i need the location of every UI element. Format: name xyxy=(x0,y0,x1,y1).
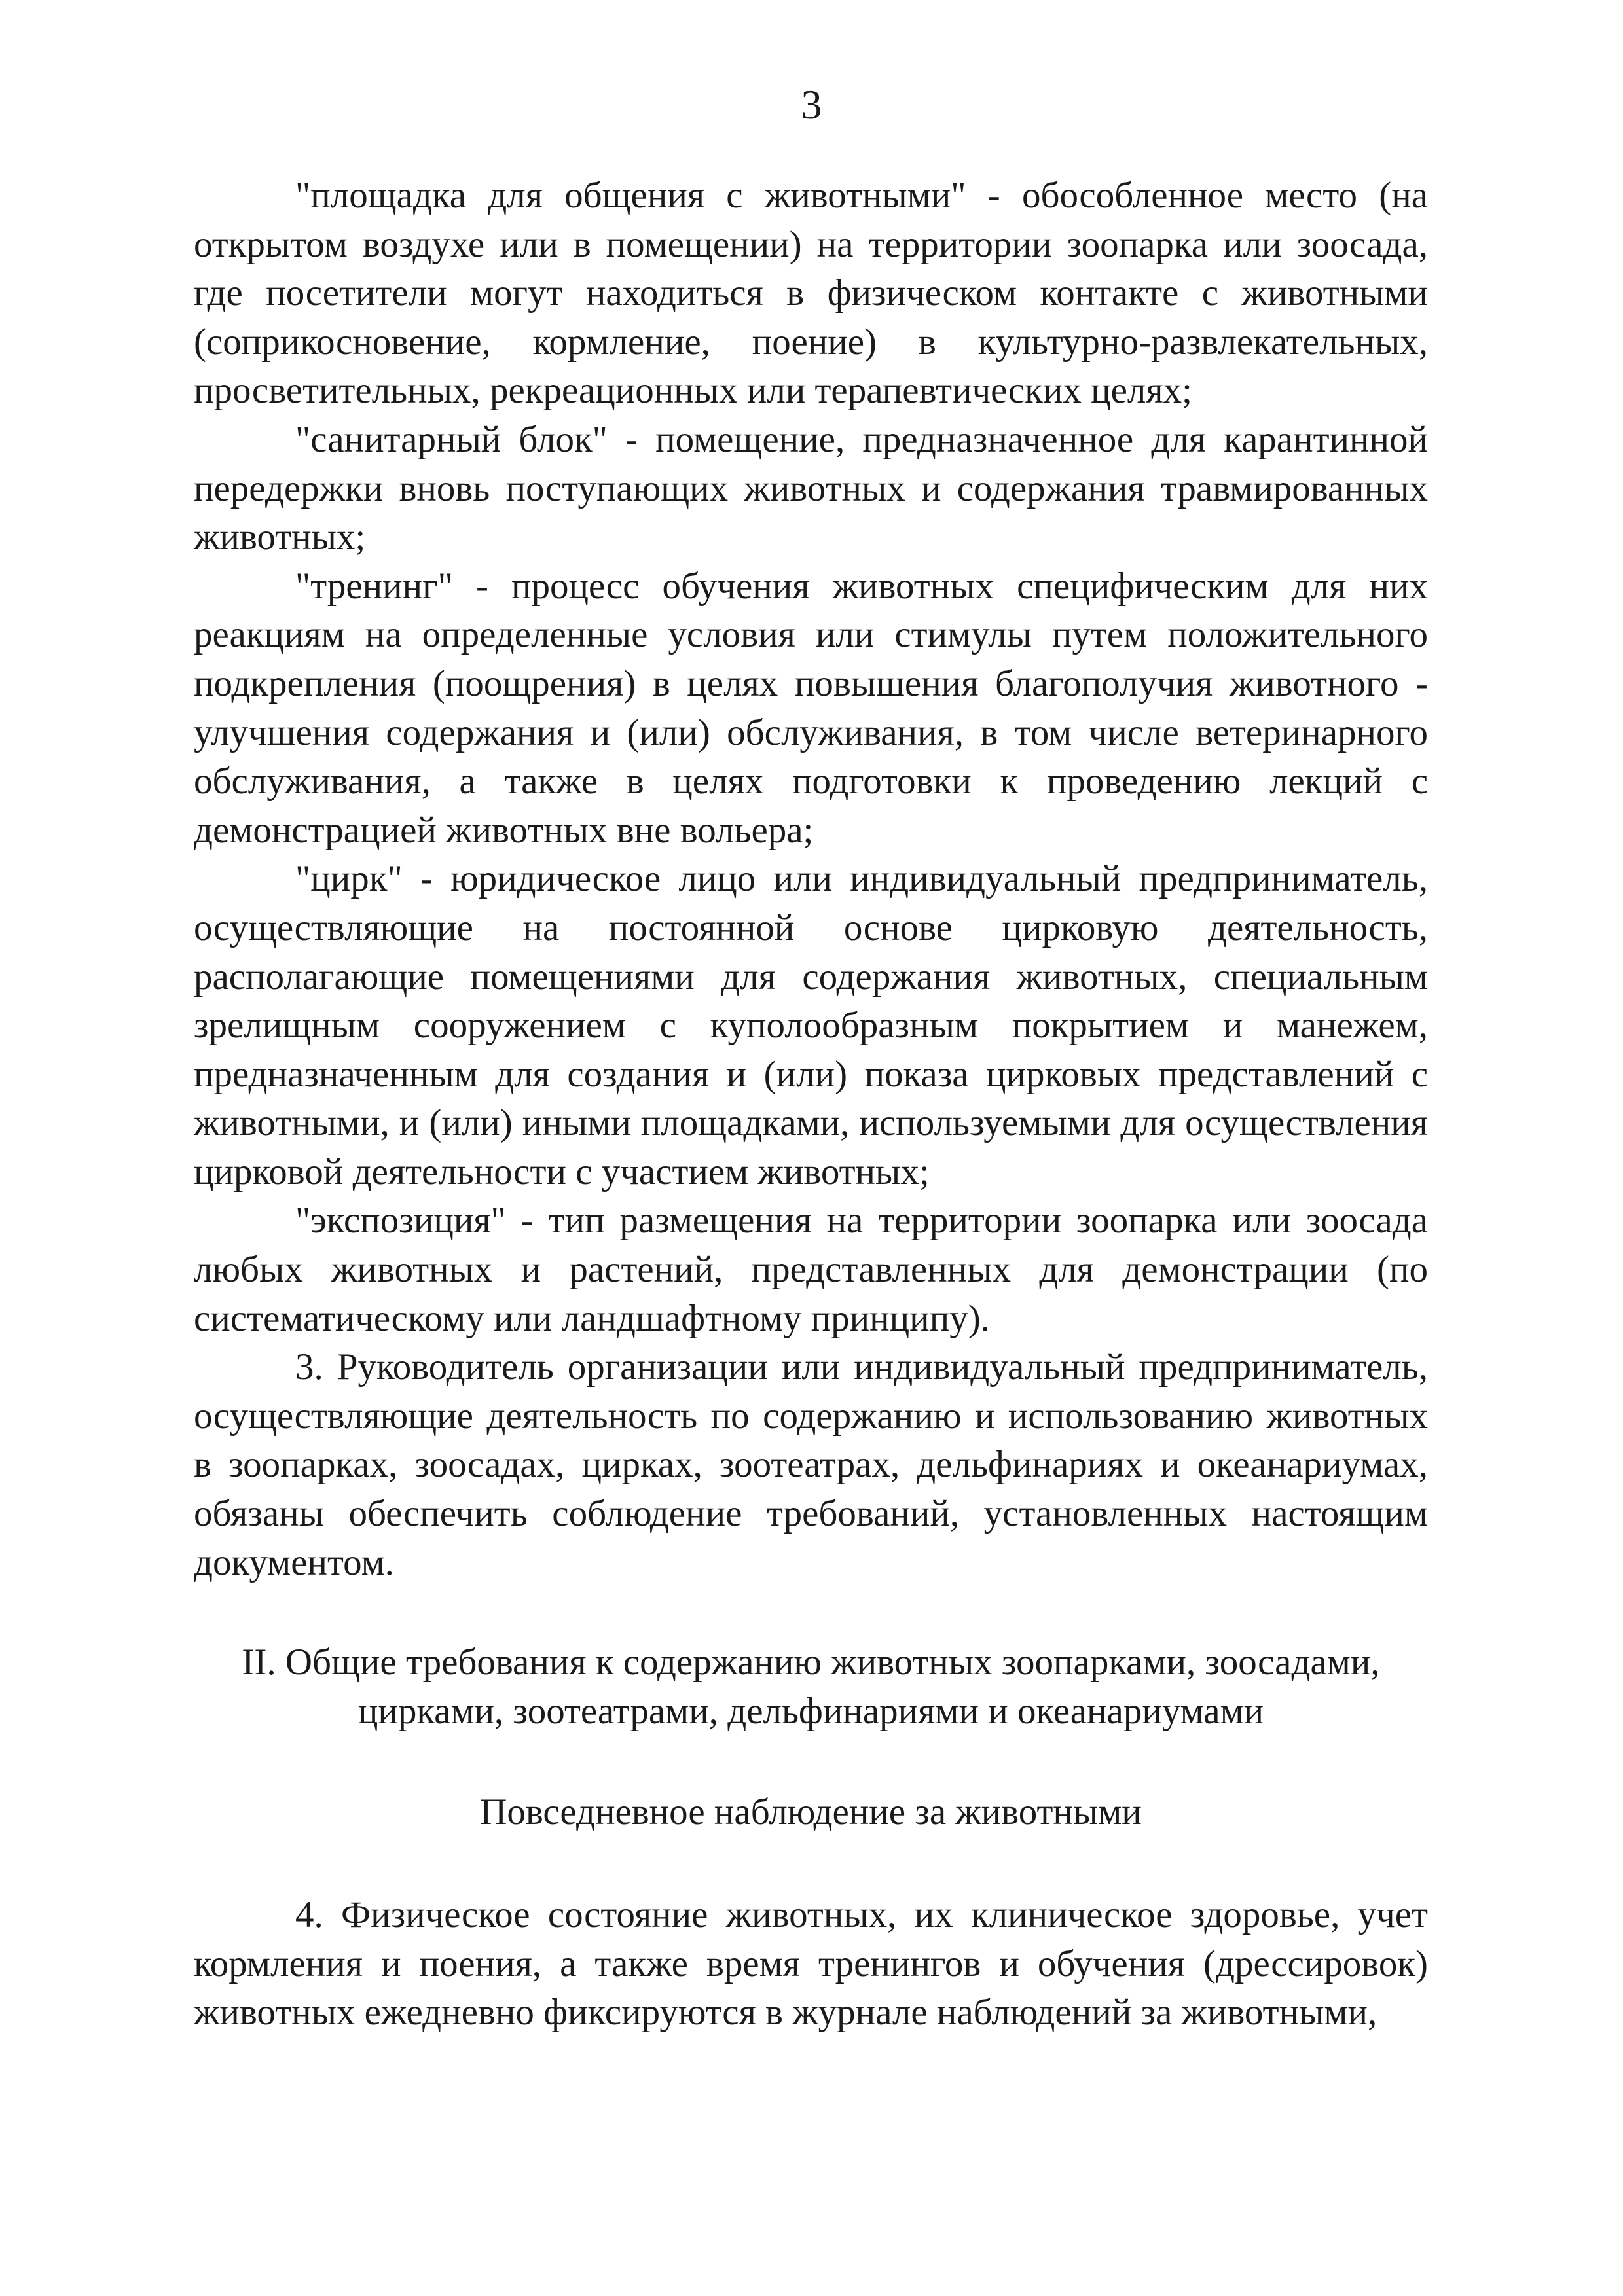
definition-paragraph-sanitary-block: "санитарный блок" - помещение, предназначенное для карантинной передержки вновь поступающих животных и содержания травмированных животных; xyxy=(194,418,1428,558)
document-body xyxy=(194,171,1428,2037)
definition-paragraph-exposition: "экспозиция" - тип размещения на территории зоопарка или зоосада любых животных и растений, представленных для демонстрации (по систематическому или ландшафтному принципу). xyxy=(194,1200,1428,1339)
definition-paragraph-animal-contact-area: "площадка для общения с животными" - обособленное место (на открытом воздухе или в помещении) на территории зоопарка или зоосада, где посетители могут находиться в физическом контакте с животными (соприкосновение, кормление, поение) в культурно-развлекательных, просветительных, рекреационных или терапевтических целях; xyxy=(194,175,1428,412)
clause-3-paragraph: 3. Руководитель организации или индивидуальный предприниматель, осуществляющие деятельность по содержанию и использованию животных в зоопарках, зоосадах, цирках, зоотеатрах, дельфинариях и океанариумах, обязаны обеспечить соблюдение требований, установленных настоящим документом. xyxy=(194,1346,1428,1583)
section-heading-line-2: цирками, зоотеатрами, дельфинариями и океанариумами xyxy=(357,1690,1264,1732)
clause-4-paragraph: 4. Физическое состояние животных, их клиническое здоровье, учет кормления и поения, а также время тренингов и обучения (дрессировок) животных ежедневно фиксируются в журнале наблюдений за животными, xyxy=(194,1894,1428,2034)
definition-paragraph-circus: "цирк" - юридическое лицо или индивидуальный предприниматель, осуществляющие на постоянной основе цирковую деятельность, располагающие помещениями для содержания животных, специальным зрелищным сооружением с куполообразным покрытием и манежем, предназначенным для создания и (или) показа цирковых представлений с животными, и (или) иными площадками, используемыми для осуществления цирковой деятельности с участием животных; xyxy=(194,858,1428,1193)
section-heading-line-1: II. Общие требования к содержанию животных зоопарками, зоосадами, xyxy=(242,1641,1380,1683)
definition-paragraph-training: "тренинг" - процесс обучения животных специфическим для них реакциям на определенные условия или стимулы путем положительного подкрепления (поощрения) в целях повышения благополучия животного - улучшения содержания и (или) обслуживания, в том числе ветеринарного обслуживания, а также в целях подготовки к проведению лекций с демонстрацией животных вне вольера; xyxy=(194,565,1428,851)
subsection-heading: Повседневное наблюдение за животными xyxy=(480,1791,1142,1833)
page-number: 3 xyxy=(801,81,822,128)
